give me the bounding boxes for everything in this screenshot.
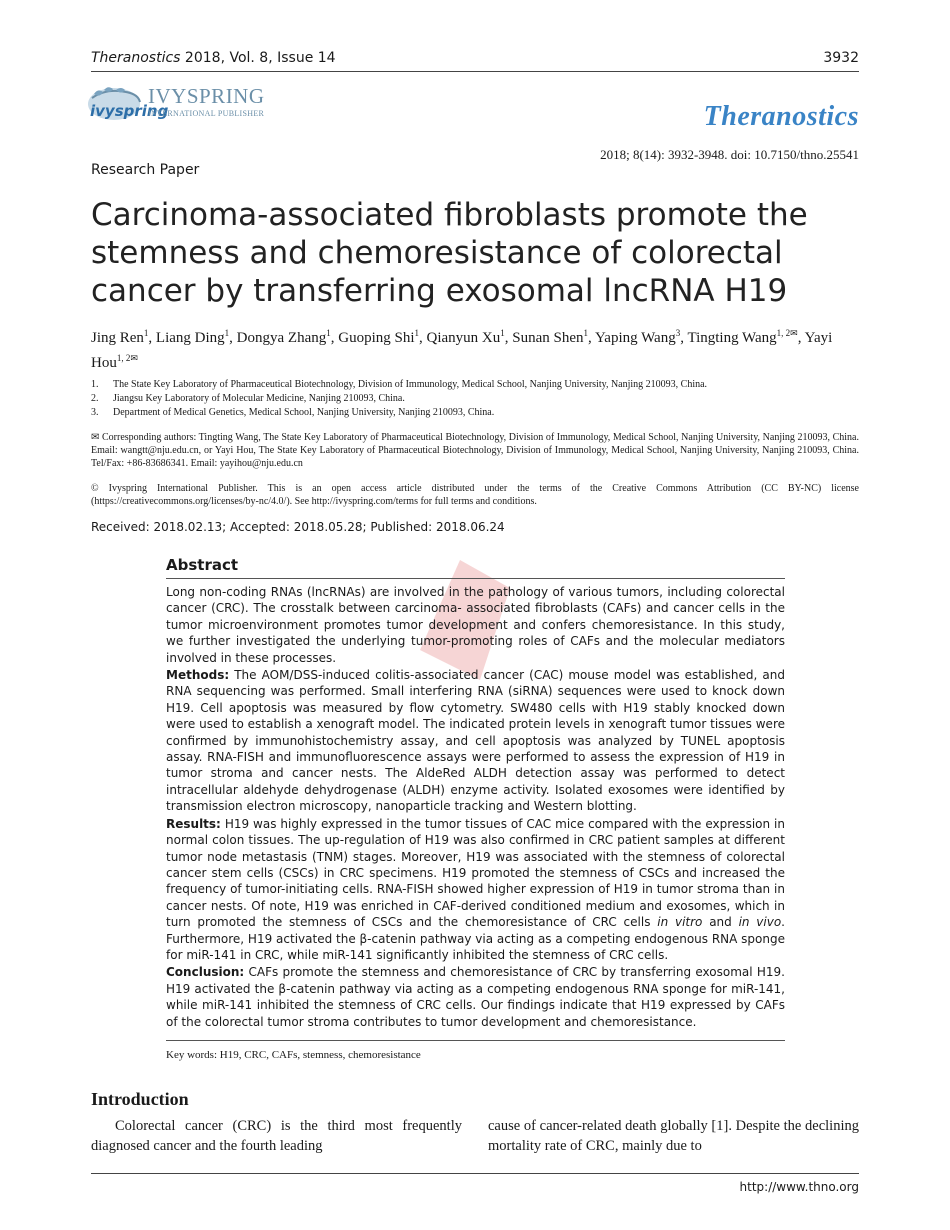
author-name: Sunan Shen	[512, 330, 584, 346]
introduction-heading: Introduction	[91, 1089, 189, 1109]
author-separator: ,	[148, 330, 156, 346]
abstract-conclusion	[166, 964, 785, 1030]
intro-column-right: cause of cancer-related death globally [1]. Despite the declining mortality rate of CRC, mainly due to	[488, 1118, 859, 1154]
affiliation-text: Jiangsu Key Laboratory of Molecular Medicine, Nanjing 210093, China.	[113, 393, 405, 404]
author-name: Jing Ren	[91, 330, 144, 346]
author-affiliation-mark: 1, 2✉	[116, 353, 138, 363]
methods-label: Methods:	[166, 668, 230, 683]
abstract-body	[166, 584, 785, 1031]
running-header	[91, 50, 336, 66]
results-and: and	[702, 915, 739, 930]
author-affiliation-mark: 1	[224, 328, 230, 338]
author-name: Tingting Wang	[687, 330, 777, 346]
intro-column-left	[91, 1116, 462, 1156]
results-text-b: . Furthermore, H19 activated the β-catenin pathway via acting as a competing endogenous RNA sponge for miR-141 in CRC, while miR-141 significantly inhibited the stemness of CRC cells.	[166, 915, 785, 962]
license-notice: © Ivyspring International Publisher. This is an open access article distributed under the terms of the Creative Commons Attribution (CC BY-NC) license (https://creativecommons.org/licenses/by-nc/4.0/). See http://ivyspring.com/terms for full terms and conditions.	[91, 483, 859, 507]
author-name: Liang Ding	[155, 330, 225, 346]
abstract-top-divider	[166, 578, 785, 579]
affiliation-item	[91, 392, 861, 406]
keywords: Key words: H19, CRC, CAFs, stemness, chemoresistance	[166, 1049, 421, 1061]
affiliation-text: The State Key Laboratory of Pharmaceutical Biotechnology, Division of Immunology, Medical School, Nanjing University, Nanjing 210093, China.	[113, 379, 708, 390]
article-type: Research Paper	[91, 162, 200, 178]
header-divider	[91, 71, 859, 72]
author-name: Yaping Wang	[594, 330, 676, 346]
author-separator: ,	[229, 330, 237, 346]
citation-line: 2018; 8(14): 3932-3948. doi: 10.7150/thno.25541	[600, 147, 859, 162]
logo-text: ivyspring	[90, 102, 169, 120]
affiliation-text: Department of Medical Genetics, Medical School, Nanjing University, Nanjing 210093, China.	[113, 407, 495, 418]
journal-brand-logo: Theranostics	[703, 101, 859, 132]
abstract-bottom-divider	[166, 1040, 785, 1041]
affiliation-item	[91, 378, 861, 392]
publisher-subtitle: INTERNATIONAL PUBLISHER	[148, 109, 265, 118]
journal-details: 2018, Vol. 8, Issue 14	[180, 50, 336, 66]
author-affiliation-mark: 1	[326, 328, 331, 338]
article-title: Carcinoma-associated fibroblasts promote the stemness and chemoresistance of colorectal cancer by transferring exosomal lncRNA H19	[91, 197, 808, 309]
results-in-vivo: in vivo	[738, 915, 782, 930]
abstract-results	[166, 816, 785, 964]
affiliation-number: 3.	[91, 407, 99, 418]
author-name: Qianyun Xu	[426, 330, 501, 346]
author-affiliation-mark: 1	[143, 328, 149, 338]
results-in-vitro: in vitro	[657, 915, 703, 930]
intro-col1-text: Colorectal cancer (CRC) is the third most frequently diagnosed cancer and the fourth leading	[91, 1118, 462, 1154]
article-dates: Received: 2018.02.13; Accepted: 2018.05.28; Published: 2018.06.24	[91, 520, 505, 534]
journal-name: Theranostics	[91, 50, 181, 66]
abstract-methods	[166, 667, 785, 815]
author-affiliation-mark: 1	[583, 328, 588, 338]
author-separator: ,	[419, 330, 427, 346]
abstract-heading: Abstract	[166, 556, 239, 574]
results-label: Results:	[166, 816, 221, 831]
author-affiliation-mark: 3	[675, 328, 681, 338]
author-list	[91, 323, 861, 373]
footer-url-link[interactable]: http://www.thno.org	[739, 1180, 859, 1194]
results-text-a: H19 was highly expressed in the tumor tissues of CAC mice compared with the expression in normal colon tissues. The up-regulation of H19 was also confirmed in CRC patient samples at different tumor node metastasis (TNM) stages. Moreover, H19 was associated with the stemness of colorectal cancer stem cells (CSCs) in CRC specimens. H19 promoted the stemness of CSCs and increased the frequency of tumor-initiating cells. RNA-FISH showed higher expression of H19 in tumor stroma than in cancer nests. Of note, H19 was enriched in CAF-derived conditioned medium and exosomes, which in turn promoted the stemness of CSCs and the chemoresistance of CRC cells	[166, 816, 785, 930]
affiliation-number: 2.	[91, 393, 99, 404]
publisher-name: IVYSPRING	[148, 84, 265, 108]
conclusion-label: Conclusion:	[166, 965, 245, 980]
affiliation-list	[91, 378, 861, 420]
page-number: 3932	[823, 50, 859, 66]
author-separator: ,	[330, 330, 339, 346]
author-name: Dongya Zhang	[236, 330, 327, 346]
corresponding-authors: ✉ Corresponding authors: Tingting Wang, The State Key Laboratory of Pharmaceutical Biotechnology, Division of Immunology, Medical School, Nanjing University, Nanjing 210093, China. Email: wangtt@nju.edu.cn, or Yayi Hou, The State Key Laboratory of Pharmaceutical Biotechnology, Division of Immunology, Medical School, Nanjing University, Nanjing 210093, China. Tel/Fax: +86-83686341. Email: yayihou@nju.edu.cn	[91, 432, 859, 469]
affiliation-number: 1.	[91, 379, 99, 390]
author-affiliation-mark: 1	[414, 328, 419, 338]
author-affiliation-mark: 1	[500, 328, 505, 338]
author-name: Guoping Shi	[338, 330, 415, 346]
footer-divider	[91, 1173, 859, 1174]
author-affiliation-mark: 1, 2✉	[776, 328, 798, 338]
abstract-intro: Long non-coding RNAs (lncRNAs) are involved in the pathology of various tumors, including colorectal cancer (CRC). The crosstalk between carcinoma- associated fibroblasts (CAFs) and cancer cells in the tumor microenvironment promotes tumor development and confers chemoresistance. In this study, we further investigated the underlying tumor-promoting roles of CAFs and the molecular mediators involved in these processes.	[166, 585, 785, 665]
conclusion-text: CAFs promote the stemness and chemoresistance of CRC by transferring exosomal H19. H19 activated the β-catenin pathway via acting as a competing endogenous RNA sponge for miR-141, while miR-141 inhibited the stemness of CRC cells. Our findings indicate that H19 expressed by CAFs of the colorectal tumor stroma contributes to tumor development and chemoresistance.	[166, 965, 785, 1029]
author-separator: ,	[680, 330, 688, 346]
author-separator: ,	[504, 330, 513, 346]
affiliation-item	[91, 406, 861, 420]
author-separator: ,	[588, 330, 595, 346]
methods-text: The AOM/DSS-induced colitis-associated cancer (CAC) mouse model was established, and RNA sequencing was performed. Small interfering RNA (siRNA) sequences were used to knock down H19. Cell apoptosis was measured by flow cytometry. SW480 cells with H19 stably knocked down were used to establish a xenograft model. The indicated protein levels in xenograft tumor tissues were confirmed by immunohistochemistry assay, and cell apoptosis was analyzed by TUNEL apoptosis assay. RNA-FISH and immunofluorescence assays were performed to assess the expression of H19 in tumor stroma and cancer nests. The AldeRed ALDH detection assay was performed to detect intracellular aldehyde dehydrogenase (ALDH) enzyme activity. Isolated exosomes were identified by transmission electron microscopy, nanoparticle tracking and Western blotting.	[166, 668, 785, 814]
author-separator: ,	[797, 330, 805, 346]
author-name: Yayi Hou	[91, 330, 833, 371]
